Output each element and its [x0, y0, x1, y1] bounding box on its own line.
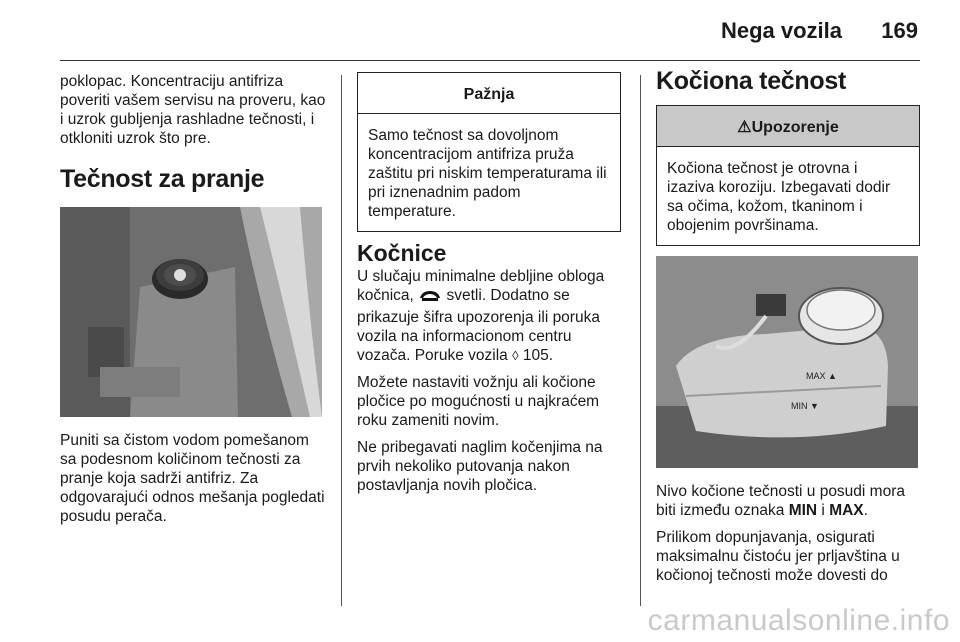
reference-arrow-icon: ◊ — [512, 348, 519, 363]
brakes-text-a: U slučaju minimalne debljine obloga kočnica, — [357, 268, 605, 304]
brakes-page-ref: 105. — [522, 347, 554, 364]
intro-paragraph: poklopac. Koncentraciju antifriza poveriti vašem servisu na proveru, kao i uzrok gubljenja rashladne tečnosti, i otkloniti uzrok što pre. — [60, 73, 326, 147]
brake-fluid-paragraph-2: Prilikom dopunjavanja, osigurati maksimalnu čistoću jer prljavština u kočionoj tečnosti može dovesti do — [656, 529, 900, 584]
column-divider — [640, 75, 641, 606]
period-text: . — [863, 502, 868, 519]
min-label: MIN — [788, 502, 818, 519]
brake-fluid-text-a: Nivo kočione tečnosti u posudi mora biti između oznaka — [656, 483, 905, 519]
brake-fluid-paragraph-1 — [656, 482, 918, 520]
brakes-paragraph-1 — [357, 267, 619, 365]
watermark: carmanualsonline.info — [647, 604, 950, 637]
washer-reservoir-photo — [60, 207, 322, 417]
brake-pad-warning-icon — [418, 289, 442, 308]
min-mark-label: MIN ▼ — [791, 401, 819, 411]
washer-fluid-paragraph: Puniti sa čistom vodom pomešanom sa podesnom količinom tečnosti za pranje koja sadrži antifriz. Za odgovarajući odnos mešanja pogledati posudu perača. — [60, 432, 325, 525]
brakes-paragraph-2: Možete nastaviti vožnju ali kočione pločice po mogućnosti u najkraćem roku zameniti novim. — [357, 374, 600, 429]
warning-title: Upozorenje — [751, 119, 839, 136]
warning-body: Kočiona tečnost je otrovna i izaziva koroziju. Izbegavati dodir sa očima, kožom, tkaninom i obojenim površinama. — [667, 160, 891, 234]
header-divider — [60, 60, 920, 61]
max-mark-label: MAX ▲ — [806, 371, 837, 381]
conjunction-text: i — [821, 502, 825, 519]
brakes-paragraph-3: Ne pribegavati naglim kočenjima na prvih nekoliko putovanja nakon postavljanja novih pločica. — [357, 439, 603, 494]
warning-triangle-icon: ⚠ — [737, 119, 752, 136]
section-heading-brake-fluid: Kočiona tečnost — [656, 67, 846, 95]
brakes-text-b: svetli. Dodatno se prikazuje šifra upozorenja ili poruka vozila na informacionom centru vozača. Poruke vozila — [357, 287, 600, 364]
section-heading-brakes: Kočnice — [357, 240, 447, 266]
warning-header — [657, 106, 919, 147]
notice-title: Pažnja — [358, 73, 620, 114]
section-heading-washer: Tečnost za pranje — [60, 165, 265, 193]
page-header — [0, 0, 960, 60]
page-number: 169 — [881, 18, 918, 43]
column-divider — [341, 75, 342, 606]
brake-fluid-reservoir-photo — [656, 256, 918, 468]
notice-box — [357, 72, 621, 232]
max-label: MAX — [829, 502, 864, 519]
column-1 — [60, 72, 328, 534]
brake-fluid-reservoir-illustration — [656, 256, 918, 468]
page-title: Nega vozila — [720, 18, 842, 43]
column-2 — [357, 72, 619, 503]
column-3 — [656, 67, 918, 593]
warning-box — [656, 105, 920, 246]
washer-reservoir-illustration — [60, 207, 322, 417]
notice-body: Samo tečnost sa dovoljnom koncentracijom antifriza pruža zaštitu pri niskim temperaturama ili pri iznenadnim padom temperature. — [368, 127, 607, 220]
